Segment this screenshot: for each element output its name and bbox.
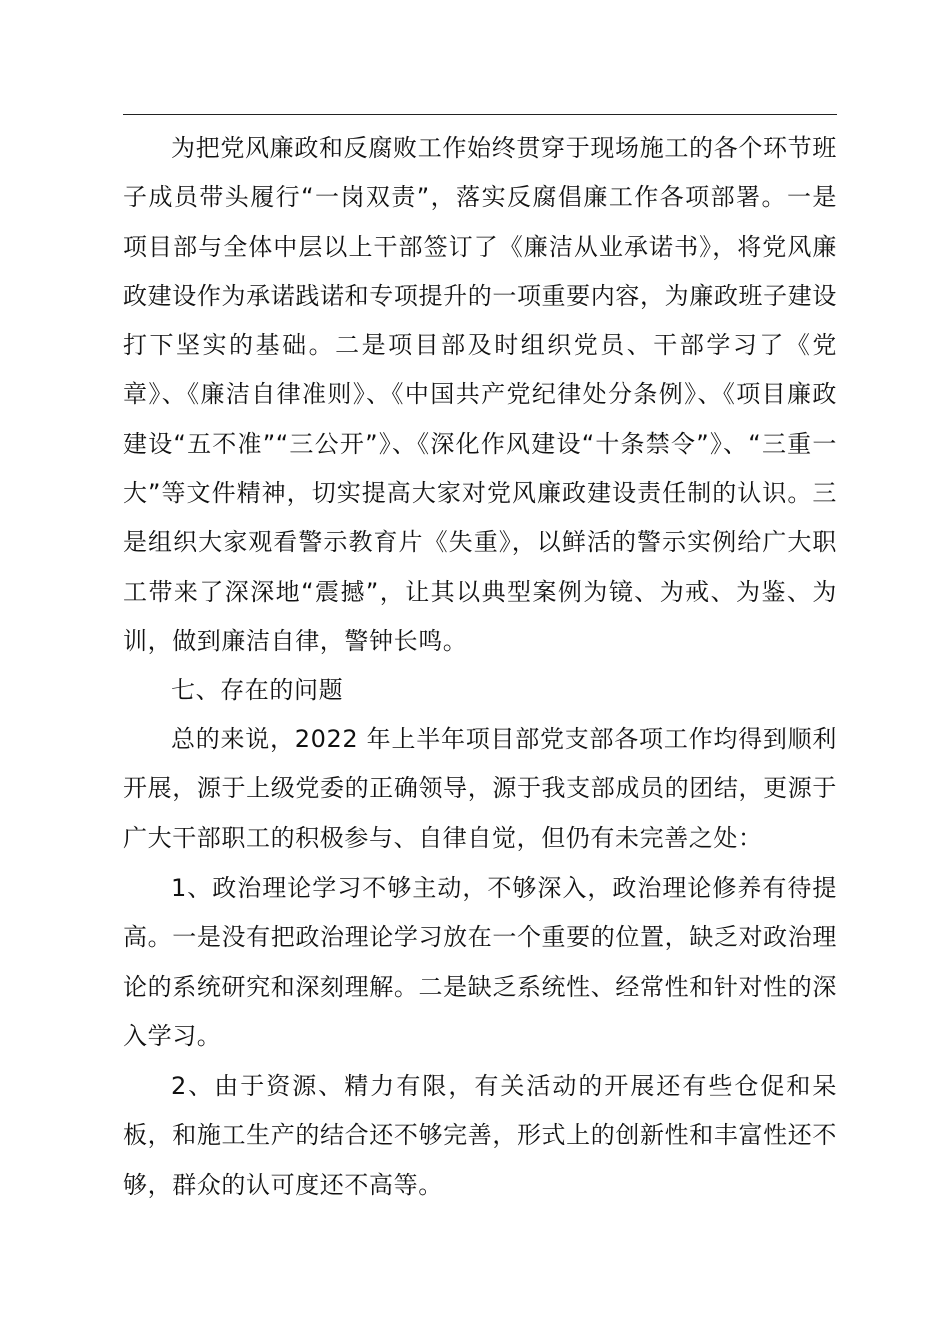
header-rule <box>123 114 837 115</box>
paragraph-anti-corruption: 为把党风廉政和反腐败工作始终贯穿于现场施工的各个环节班子成员带头履行“一岗双责”，落实反腐倡廉工作各项部署。一是项目部与全体中层以上干部签订了《廉洁从业承诺书》，将党风廉政建设作为承诺践诺和专项提升的一项重要内容，为廉政班子建设打下坚实的基础。二是项目部及时组织党员、干部学习了《党章》、《廉洁自律准则》、《中国共产党纪律处分条例》、《项目廉政建设“五不准”“三公开”》、《深化作风建设“十条禁令”》、“三重一大”等文件精神，切实提高大家对党风廉政建设责任制的认识。三是组织大家观看警示教育片《失重》，以鲜活的警示实例给广大职工带来了深深地“震撼”，让其以典型案例为镜、为戒、为鉴、为训，做到廉洁自律，警钟长鸣。 <box>123 134 837 655</box>
paragraph-summary: 总的来说，2022 年上半年项目部党支部各项工作均得到顺利开展，源于上级党委的正确领导，源于我支部成员的团结，更源于广大干部职工的积极参与、自律自觉，但仍有未完善之处： <box>123 725 837 852</box>
section-heading-problems: 七、存在的问题 <box>171 676 344 704</box>
paragraph-problem-1: 1、政治理论学习不够主动，不够深入，政治理论修养有待提高。一是没有把政治理论学习放在一个重要的位置，缺乏对政治理论的系统研究和深刻理解。二是缺乏系统性、经常性和针对性的深入学习。 <box>123 874 837 1050</box>
paragraph-problem-2: 2、由于资源、精力有限，有关活动的开展还有些仓促和呆板，和施工生产的结合还不够完善，形式上的创新性和丰富性还不够，群众的认可度还不高等。 <box>123 1072 837 1199</box>
